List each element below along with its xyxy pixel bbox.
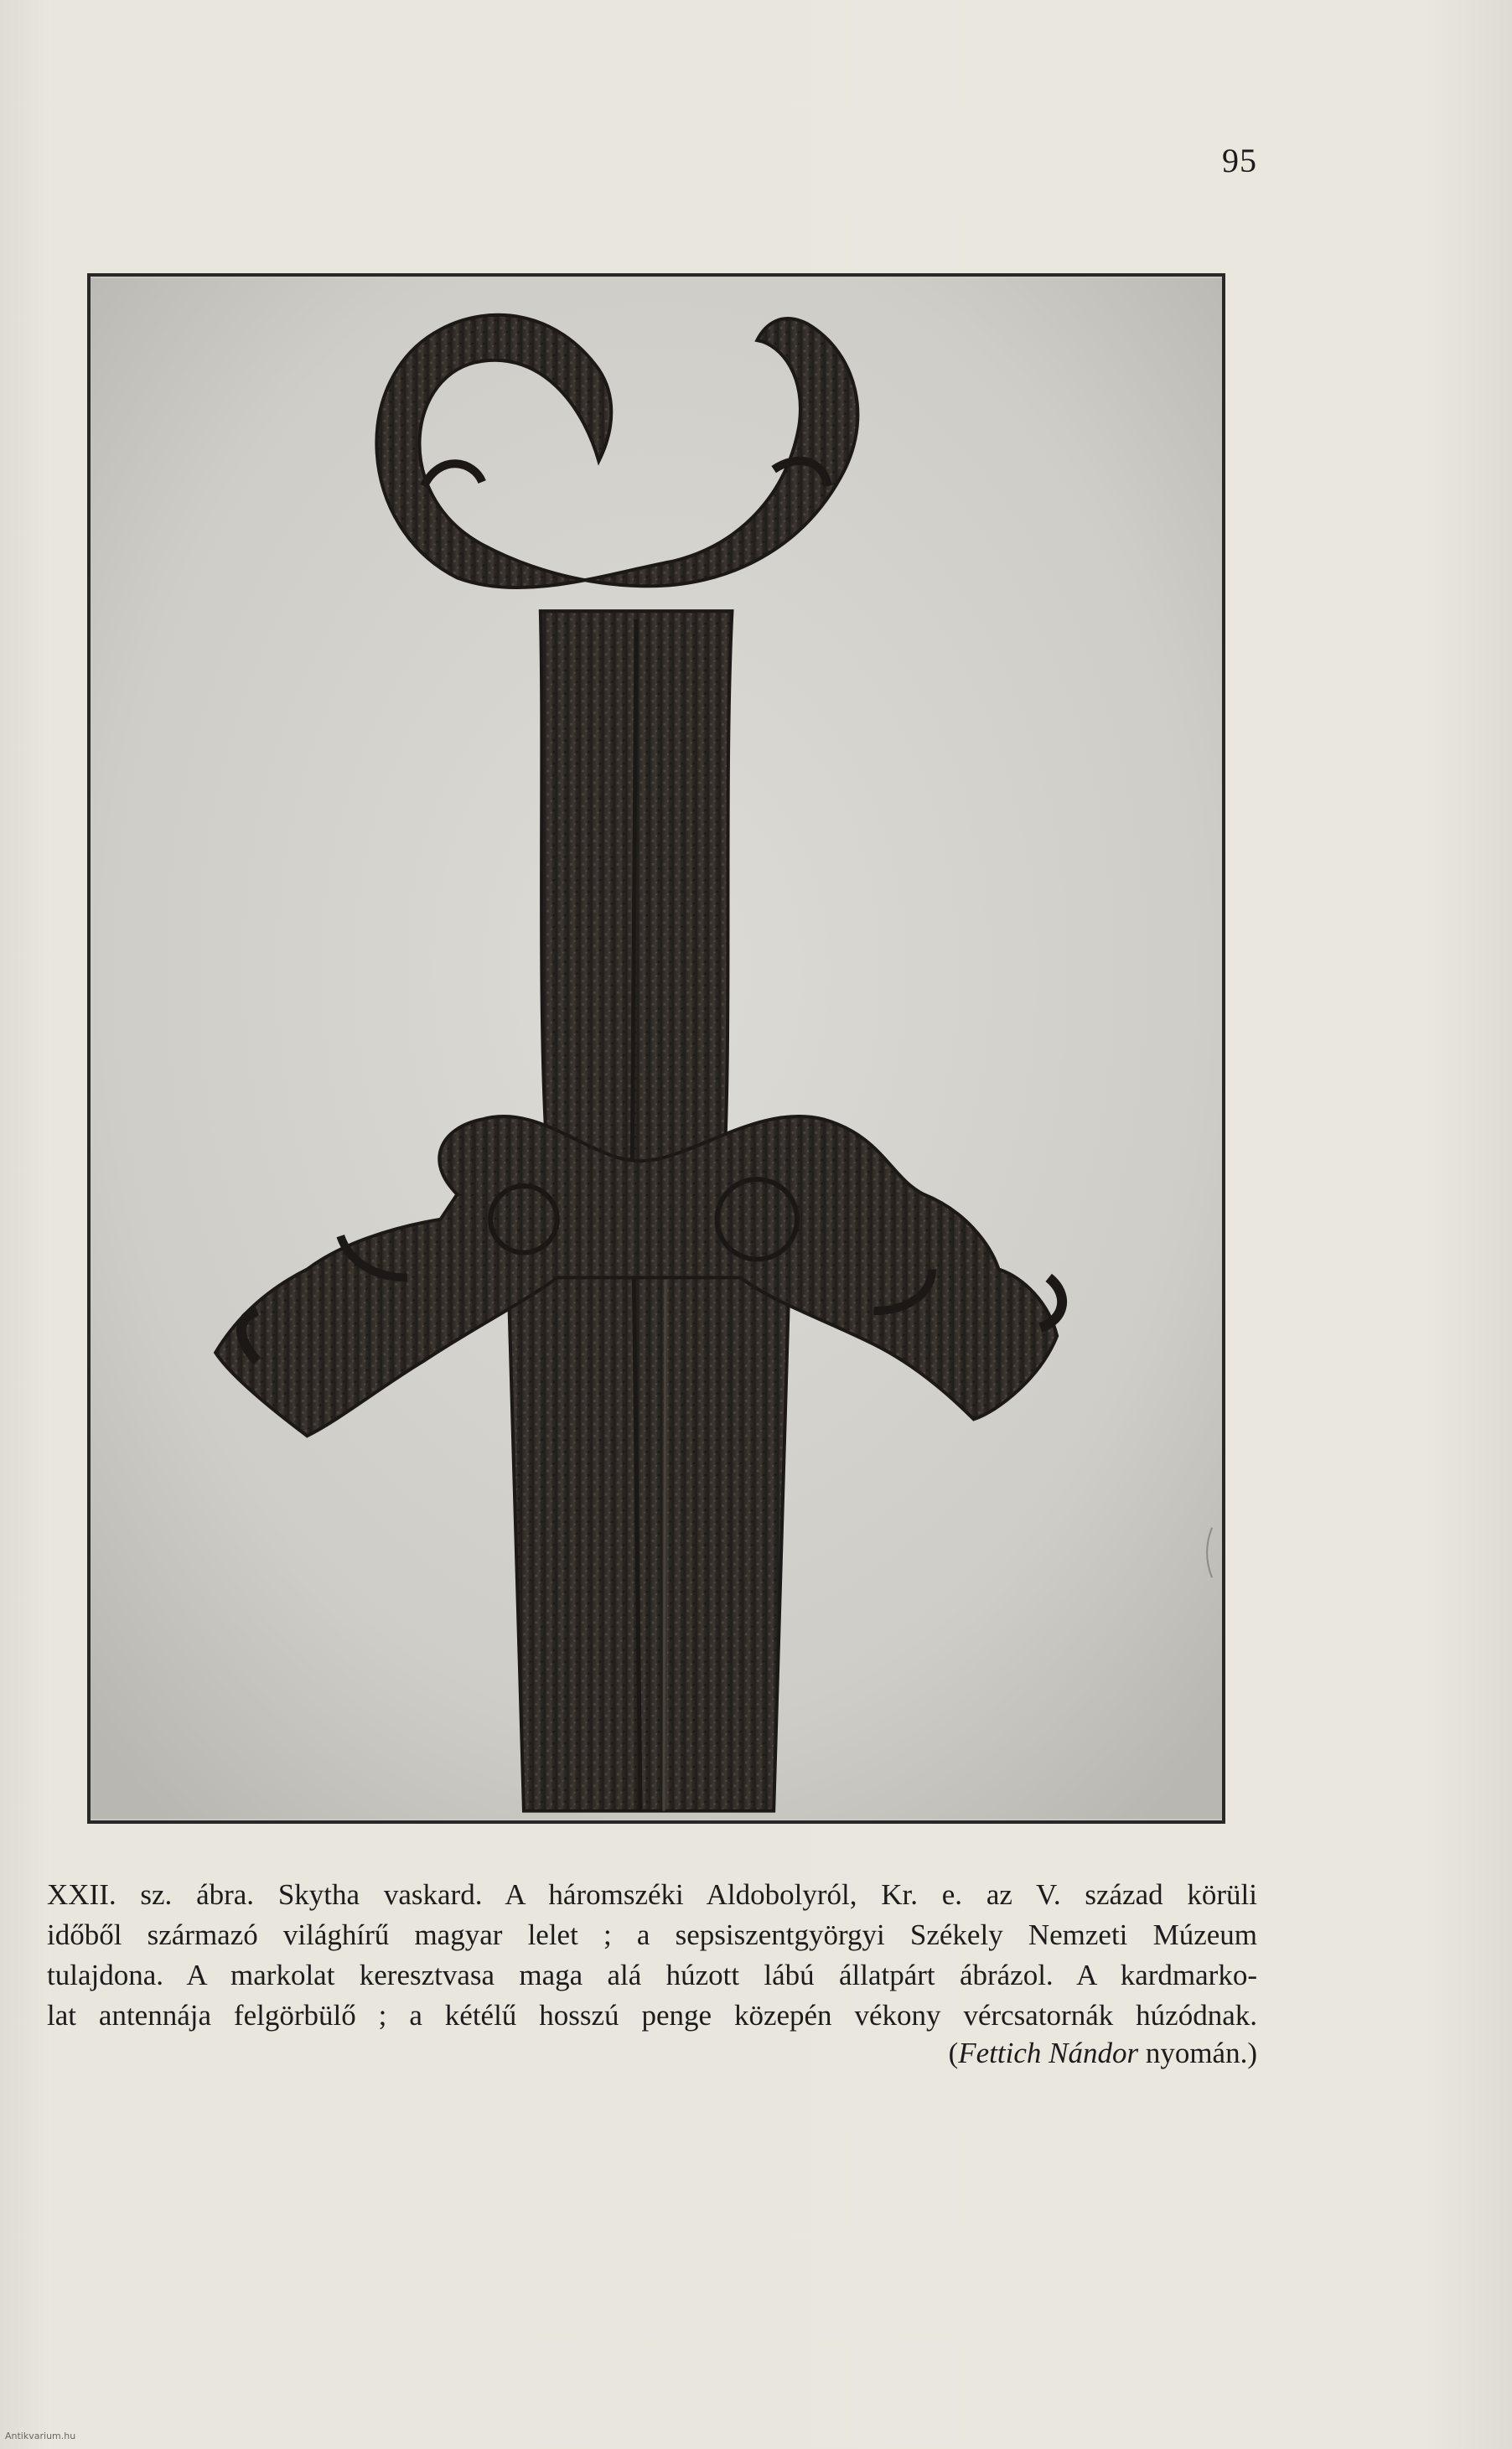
caption-line: tulajdona. A markolat keresztvasa maga alá húzott lábú állatpárt ábrázol. A kardmarko- xyxy=(47,1959,1257,1991)
scan-watermark: Antikvarium.hu xyxy=(5,2431,76,2441)
credit-rest: nyomán.) xyxy=(1138,2037,1257,2069)
credit-open-paren: ( xyxy=(948,2037,959,2069)
credit-author: Fettich Nándor xyxy=(958,2037,1139,2069)
figure-caption xyxy=(47,1875,1257,2036)
figure-credit xyxy=(47,2033,1257,2074)
page-number: 95 xyxy=(1222,142,1257,179)
figure-plate xyxy=(87,273,1225,1824)
caption-line: lat antennája felgörbülő ; a kétélű hosszú penge közepén vékony vércsatornák húzódnak. xyxy=(47,1999,1257,2032)
sword-photograph xyxy=(91,277,1222,1820)
caption-line: időből származó világhírű magyar lelet ; a sepsiszentgyörgyi Székely Nemzeti Múzeum xyxy=(47,1918,1257,1951)
caption-line: XXII. sz. ábra. Skytha vaskard. A háromszéki Aldobolyról, Kr. e. az V. század körüli xyxy=(47,1878,1257,1911)
